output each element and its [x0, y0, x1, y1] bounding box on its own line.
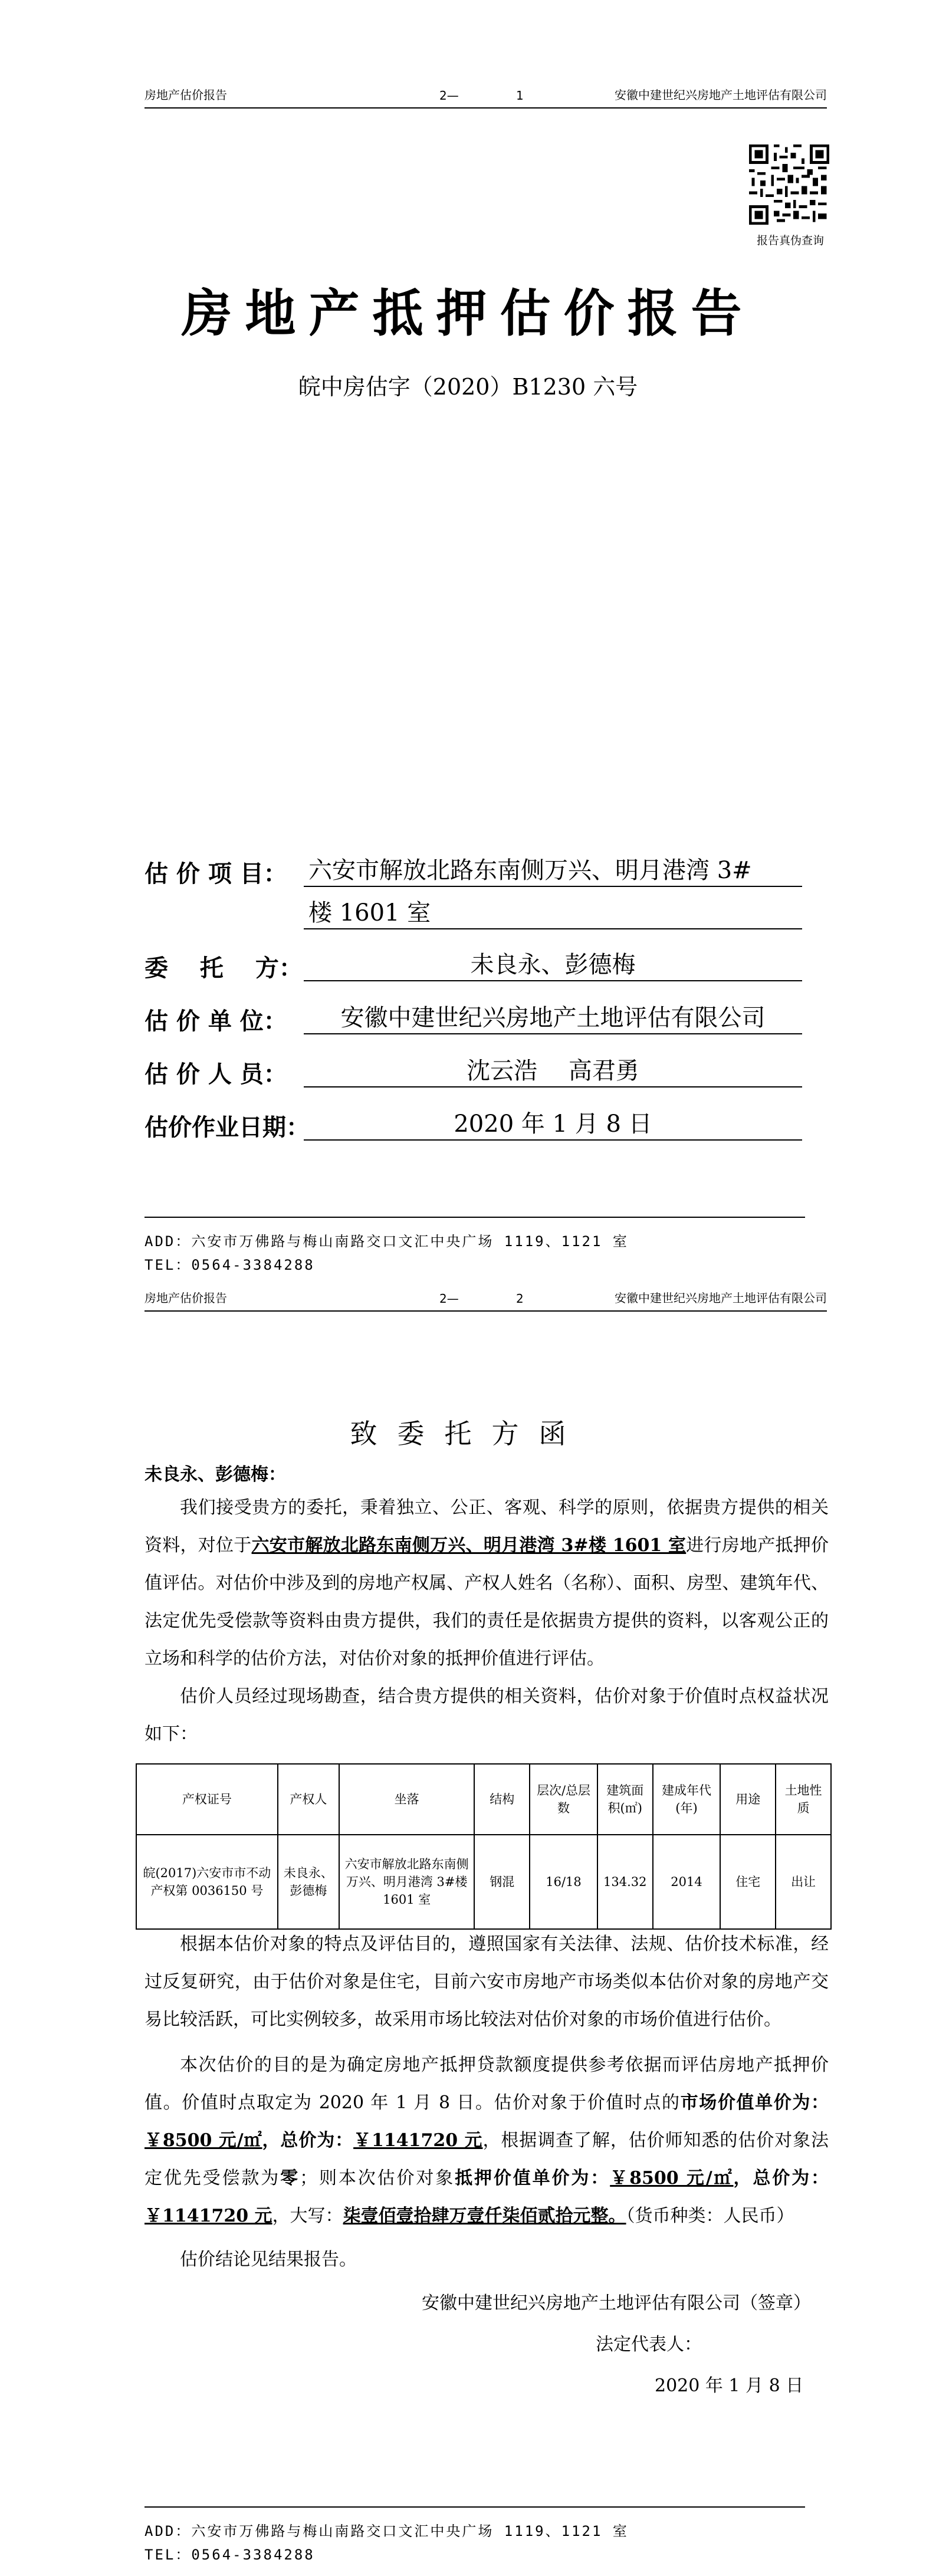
info-label: 估 价 项 目：: [144, 860, 287, 888]
table-cell: 134.32: [597, 1835, 653, 1929]
header-company-text: 安徽中建世纪兴房地产土地评估有限公司: [615, 88, 827, 102]
header-page-number: 1: [516, 88, 524, 103]
table-cell: 未良永、彭德梅: [278, 1835, 339, 1929]
header-left-text: 房地产估价报告: [144, 1291, 227, 1305]
header-page-prefix: 2—: [439, 88, 459, 103]
qr-code-block: [749, 144, 832, 248]
table-header-cell: 建筑面积(㎡): [597, 1764, 653, 1835]
info-row-appraisers: [144, 1056, 805, 1091]
table-header-cell: 土地性质: [776, 1764, 831, 1835]
salutation: 未良永、彭德梅：: [144, 1464, 286, 1485]
para-text: 进行房地产抵押价值评估。对估价中涉及到的房地产权属、产权人姓名（名称）、面积、房型、建筑年代、法定优先受偿款等资料由贵方提供，我们的责任是依据贵方提供的资料，以客观公正的立场和科学的估价方法，对估价对象的抵押价值进行评估。: [144, 1535, 829, 1669]
info-value: 六安市解放北路东南侧万兴、明月港湾 3#: [304, 855, 802, 887]
legal-representative: 法定代表人：: [596, 2334, 702, 2355]
table-cell: 16/18: [530, 1835, 597, 1929]
table-cell: 六安市解放北路东南侧万兴、明月港湾 3#楼 1601 室: [339, 1835, 474, 1929]
footer-address: ADD：六安市万佛路与梅山南路交口文汇中央广场 1119、1121 室: [144, 1233, 629, 1250]
info-value: 未良永、彭德梅: [304, 949, 802, 981]
market-total-price: ￥1141720 元: [353, 2130, 483, 2151]
header-page-number: 2: [516, 1292, 524, 1306]
market-total-label: 总价为：: [280, 2130, 354, 2151]
para-text: ；则本次估价对象: [300, 2168, 455, 2189]
mortgage-total-price: ￥1141720 元: [144, 2206, 272, 2226]
report-cover-page: [0, 0, 936, 1286]
header-divider: [144, 107, 827, 109]
paragraph-method: 根据本估价对象的特点及评估目的，遵照国家有关法律、法规、估价技术标准，经过反复研究，由于估价对象是住宅，目前六安市房地产市场类似本估价对象的房地产交易比较活跃，可比实例较多，故采用市场比较法对估价对象的市场价值进行估价。: [144, 1934, 829, 2030]
letter-title: 致委托方函: [350, 1418, 586, 1450]
table-cell: 出让: [776, 1835, 831, 1929]
table-header-cell: 用途: [720, 1764, 776, 1835]
qr-caption: 报告真伪查询: [756, 234, 824, 247]
para-text: ，: [262, 2130, 281, 2151]
page-header: [144, 83, 827, 106]
report-title: 房地产抵押估价报告: [181, 284, 755, 343]
table-header-cell: 建成年代(年): [653, 1764, 721, 1835]
info-label: 估价作业日期：: [144, 1113, 310, 1141]
table-cell: 2014: [653, 1835, 721, 1929]
info-label: 估 价 人 员：: [144, 1060, 287, 1088]
currency-note: （货币种类：人民币）: [626, 2206, 794, 2226]
footer-phone: TEL：0564-3384288: [144, 1257, 315, 1273]
footer-phone: TEL：0564-3384288: [144, 2547, 315, 2563]
company-signature: 安徽中建世纪兴房地产土地评估有限公司（签章）: [422, 2293, 811, 2314]
table-cell: 住宅: [720, 1835, 776, 1929]
footer-divider: [144, 1217, 805, 1218]
para-text: ，: [733, 2168, 753, 2189]
table-cell: 皖(2017)六安市市不动产权第 0036150 号: [136, 1835, 278, 1929]
priority-claims-value: 零: [280, 2168, 300, 2189]
paragraph-valuation: [144, 2046, 829, 2235]
table-cell: 钢混: [474, 1835, 530, 1929]
info-value: 安徽中建世纪兴房地产土地评估有限公司: [304, 1003, 802, 1034]
property-address: 六安市解放北路东南侧万兴、明月港湾 3#楼 1601 室: [251, 1535, 687, 1556]
mortgage-unit-price-label: 抵押价值单价为：: [455, 2168, 610, 2189]
report-number: 皖中房估字（2020）B1230 六号: [298, 374, 638, 400]
para-text: ，大写：: [272, 2206, 343, 2226]
info-label: 估 价 单 位：: [144, 1007, 287, 1035]
para-text: 本次估价的目的是为确定房地产抵押贷款额度提供参考依据而评估房地产抵押价值。价值时点取定为 2020 年 1 月 8 日。估价对象于价值时点的: [144, 2055, 829, 2113]
info-row-client: [144, 949, 805, 985]
property-rights-table: [136, 1763, 832, 1930]
page-header: [144, 1286, 827, 1309]
table-header-row: [136, 1764, 831, 1835]
info-row-project: [144, 855, 805, 891]
para-text: 我们接受贵方的委托，秉着独立、公正、客观、科学的原则，依据贵方提供的相关资料，对位于: [144, 1497, 829, 1556]
info-value: 楼 1601 室: [304, 898, 802, 929]
table-header-cell: 坐落: [339, 1764, 474, 1835]
footer-divider: [144, 2506, 805, 2508]
footer-address: ADD：六安市万佛路与梅山南路交口文汇中央广场 1119、1121 室: [144, 2523, 629, 2539]
header-divider: [144, 1310, 827, 1312]
header-page-prefix: 2—: [439, 1292, 459, 1306]
info-row-appraiser-company: [144, 1003, 805, 1038]
info-row-project-cont: [144, 898, 805, 933]
header-left-text: 房地产估价报告: [144, 88, 227, 102]
table-header-cell: 产权人: [278, 1764, 339, 1835]
letter-date: 2020 年 1 月 8 日: [655, 2375, 804, 2396]
paragraph-conclusion: 估价结论见结果报告。: [180, 2249, 357, 2270]
mortgage-total-label: 总价为：: [753, 2168, 829, 2189]
para-text: ，根据调查了解，估价师知悉的估价对象法定优先受偿款为: [144, 2130, 829, 2189]
table-row: [136, 1835, 831, 1929]
paragraph-commission: [144, 1489, 829, 1678]
amount-in-words: 柒壹佰壹拾肆万壹仟柒佰贰拾元整。: [343, 2206, 626, 2226]
header-company-text: 安徽中建世纪兴房地产土地评估有限公司: [615, 1291, 827, 1305]
info-value: 沈云浩 高君勇: [304, 1056, 802, 1087]
table-header-cell: 结构: [474, 1764, 530, 1835]
info-value: 2020 年 1 月 8 日: [304, 1109, 802, 1141]
info-label: 委 托 方：: [144, 954, 303, 982]
market-unit-price: ￥8500 元/㎡: [144, 2130, 262, 2151]
paragraph-survey: 估价人员经过现场勘查，结合贵方提供的相关资料，估价对象于价值时点权益状况如下：: [144, 1686, 829, 1744]
info-row-date: [144, 1109, 805, 1144]
letter-page: [0, 1286, 936, 2576]
table-header-cell: 产权证号: [136, 1764, 278, 1835]
market-unit-price-label: 市场价值单价为：: [680, 2092, 829, 2113]
qr-code-icon[interactable]: [749, 144, 829, 225]
table-header-cell: 层次/总层数: [530, 1764, 597, 1835]
mortgage-unit-price: ￥8500 元/㎡: [610, 2168, 734, 2189]
